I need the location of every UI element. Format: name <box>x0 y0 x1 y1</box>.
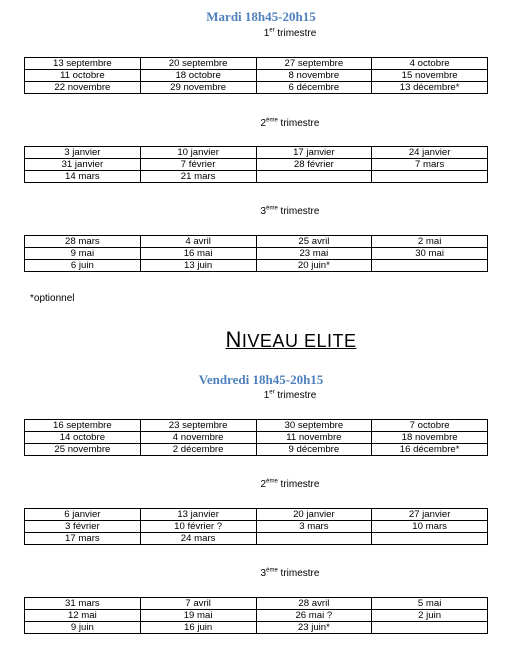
optional-note: *optionnel <box>30 293 75 304</box>
date-cell: 7 mars <box>372 159 488 171</box>
date-cell: 7 février <box>140 159 256 171</box>
term-title: 2ème trimestre <box>260 117 320 129</box>
date-cell: 17 mars <box>25 533 141 545</box>
date-cell: 4 octobre <box>372 58 488 70</box>
date-cell: 26 mai ? <box>256 610 372 622</box>
date-cell: 14 octobre <box>25 432 141 444</box>
table-row <box>25 82 488 94</box>
table-row <box>25 70 488 82</box>
schedule-table-s2-t1 <box>24 419 488 456</box>
date-cell: 7 octobre <box>372 420 488 432</box>
date-cell: 3 février <box>25 521 141 533</box>
date-cell <box>256 533 372 545</box>
date-cell: 7 avril <box>140 598 256 610</box>
table-row <box>25 236 488 248</box>
date-cell: 18 octobre <box>140 70 256 82</box>
date-cell: 16 décembre* <box>372 444 488 456</box>
date-cell: 13 décembre* <box>372 82 488 94</box>
table-row <box>25 533 488 545</box>
date-cell <box>372 260 488 272</box>
elite-title: NIVEAU ELITE <box>225 327 357 352</box>
table-row <box>25 171 488 183</box>
date-cell: 27 septembre <box>256 58 372 70</box>
date-cell: 25 novembre <box>25 444 141 456</box>
term-title: 2ème trimestre <box>260 478 320 490</box>
date-cell: 16 mai <box>140 248 256 260</box>
date-cell: 28 février <box>256 159 372 171</box>
date-cell: 29 novembre <box>140 82 256 94</box>
date-cell: 24 mars <box>140 533 256 545</box>
table-row <box>25 147 488 159</box>
date-cell: 5 mai <box>372 598 488 610</box>
date-cell: 3 mars <box>256 521 372 533</box>
date-cell: 30 mai <box>372 248 488 260</box>
date-cell: 11 octobre <box>25 70 141 82</box>
date-cell: 11 novembre <box>256 432 372 444</box>
date-cell: 18 novembre <box>372 432 488 444</box>
date-cell: 2 juin <box>372 610 488 622</box>
date-cell: 4 avril <box>140 236 256 248</box>
date-cell: 13 juin <box>140 260 256 272</box>
date-cell: 14 mars <box>25 171 141 183</box>
date-cell: 23 septembre <box>140 420 256 432</box>
table-row <box>25 622 488 634</box>
date-cell: 10 mars <box>372 521 488 533</box>
table-row <box>25 509 488 521</box>
term-title: 1er trimestre <box>263 389 317 401</box>
section1-heading: Mardi 18h45-20h15 <box>206 9 316 24</box>
date-cell <box>372 622 488 634</box>
date-cell: 31 mars <box>25 598 141 610</box>
term-title: 3ème trimestre <box>260 567 320 579</box>
schedule-table-s1-t1 <box>24 57 488 94</box>
table-row <box>25 598 488 610</box>
date-cell: 23 juin* <box>256 622 372 634</box>
date-cell: 3 janvier <box>25 147 141 159</box>
date-cell: 31 janvier <box>25 159 141 171</box>
date-cell: 9 mai <box>25 248 141 260</box>
date-cell: 30 septembre <box>256 420 372 432</box>
table-row <box>25 521 488 533</box>
date-cell: 21 mars <box>140 171 256 183</box>
date-cell: 6 décembre <box>256 82 372 94</box>
table-row <box>25 420 488 432</box>
date-cell <box>256 171 372 183</box>
date-cell: 27 janvier <box>372 509 488 521</box>
schedule-table-s2-t3 <box>24 597 488 634</box>
date-cell <box>372 533 488 545</box>
date-cell: 28 avril <box>256 598 372 610</box>
term-title: 1er trimestre <box>263 27 317 39</box>
date-cell: 23 mai <box>256 248 372 260</box>
date-cell: 19 mai <box>140 610 256 622</box>
date-cell: 6 juin <box>25 260 141 272</box>
table-row <box>25 159 488 171</box>
section2-heading: Vendredi 18h45-20h15 <box>198 372 324 387</box>
date-cell: 15 novembre <box>372 70 488 82</box>
date-cell: 10 février ? <box>140 521 256 533</box>
date-cell: 4 novembre <box>140 432 256 444</box>
table-row <box>25 610 488 622</box>
date-cell: 24 janvier <box>372 147 488 159</box>
table-row <box>25 432 488 444</box>
date-cell: 22 novembre <box>25 82 141 94</box>
date-cell: 12 mai <box>25 610 141 622</box>
schedule-table-s1-t2 <box>24 146 488 183</box>
date-cell: 2 mai <box>372 236 488 248</box>
date-cell: 6 janvier <box>25 509 141 521</box>
table-row <box>25 248 488 260</box>
date-cell: 8 novembre <box>256 70 372 82</box>
date-cell: 20 janvier <box>256 509 372 521</box>
date-cell: 13 janvier <box>140 509 256 521</box>
table-row <box>25 260 488 272</box>
date-cell: 13 septembre <box>25 58 141 70</box>
term-title: 3ème trimestre <box>260 205 320 217</box>
table-row <box>25 444 488 456</box>
date-cell: 9 juin <box>25 622 141 634</box>
date-cell: 10 janvier <box>140 147 256 159</box>
table-row <box>25 58 488 70</box>
date-cell: 28 mars <box>25 236 141 248</box>
date-cell: 25 avril <box>256 236 372 248</box>
date-cell: 20 septembre <box>140 58 256 70</box>
date-cell <box>372 171 488 183</box>
schedule-table-s2-t2 <box>24 508 488 545</box>
date-cell: 16 juin <box>140 622 256 634</box>
date-cell: 9 décembre <box>256 444 372 456</box>
date-cell: 17 janvier <box>256 147 372 159</box>
date-cell: 16 septembre <box>25 420 141 432</box>
date-cell: 20 juin* <box>256 260 372 272</box>
schedule-table-s1-t3 <box>24 235 488 272</box>
date-cell: 2 décembre <box>140 444 256 456</box>
